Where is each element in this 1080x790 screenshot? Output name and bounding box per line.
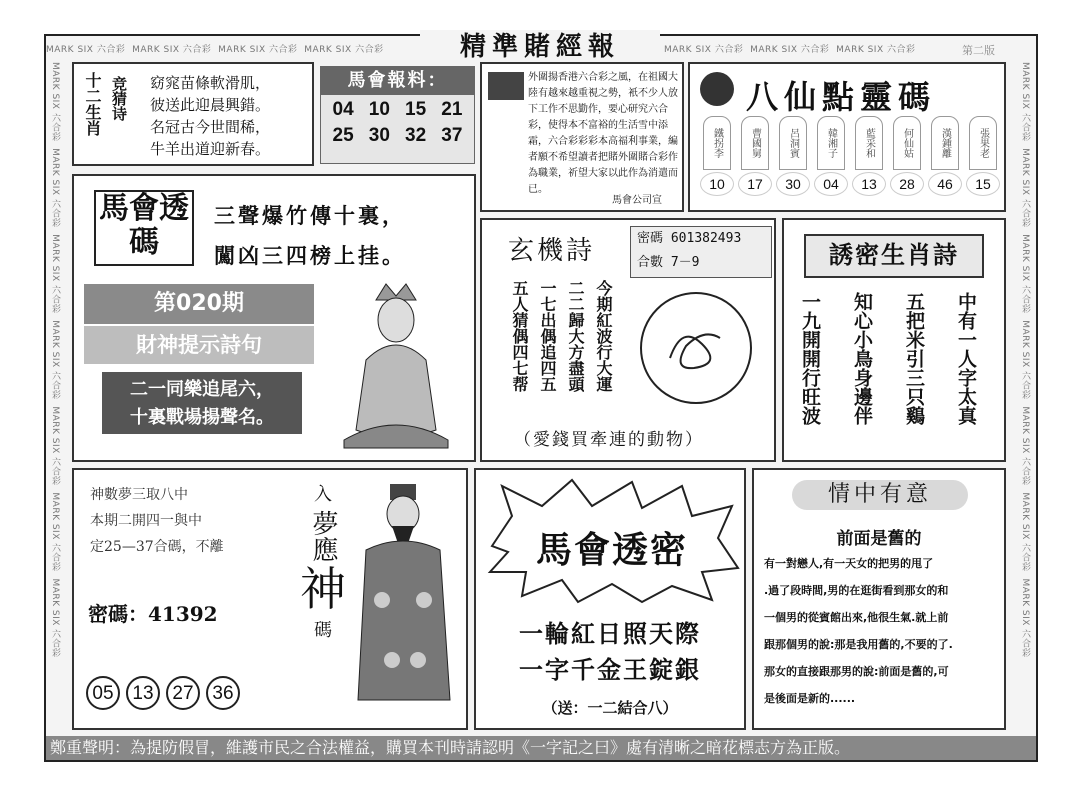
dream-god-lines bbox=[90, 482, 224, 560]
center-gift: （送：一二結合八） bbox=[542, 699, 678, 717]
watermark-strip-top-left: MARK SIX 六合彩 MARK SIX 六合彩 MARK SIX 六合彩 MARK SIX 六合彩 bbox=[46, 45, 384, 55]
story-line: .過了段時間,男的在逛街看到那女的和 bbox=[764, 584, 949, 597]
immortal-name: 藍采和 bbox=[855, 116, 883, 170]
dream-god-line: 定25—37合碼，不離 bbox=[90, 539, 224, 555]
immortal-item bbox=[776, 116, 810, 196]
zodiac-subtitle: 竞猜诗 bbox=[110, 76, 128, 121]
mystic-footer: （愛錢買牽連的動物） bbox=[514, 430, 704, 450]
story-line: 跟那個男的說:那是我用舊的,不要的了. bbox=[764, 638, 953, 651]
mystic-sum: 7－9 bbox=[670, 255, 700, 270]
zodiac-poem-box bbox=[782, 218, 1006, 462]
mystic-column: 五人猜偶四七帮 bbox=[510, 280, 529, 392]
zodiac-poem-column: 知心小鳥身邊伴 bbox=[851, 292, 873, 425]
eight-immortals-box bbox=[688, 62, 1006, 212]
immortal-logo-icon bbox=[700, 72, 734, 106]
mystic-code-panel bbox=[630, 226, 772, 278]
zodiac-poem-column: 中有一人字太真 bbox=[955, 292, 977, 425]
news-text: 外圍揚香港六合彩之風，在祖國大陸有越來越重視之勢，衹不少人放下工作不思勤作，要心研究六合彩，使得本不富裕的生活雪中添霜，六合彩彩彩本高福利事業，編者願不希望讀者把賭外圍賭合彩作為職業，祈望大家以此作為消遣而已。 bbox=[528, 72, 678, 195]
zodiac-line: 牛羊出道迎新春。 bbox=[150, 140, 271, 158]
mystic-code: 601382493 bbox=[670, 231, 742, 246]
report-number: 21 bbox=[441, 99, 463, 120]
buddha-figure-icon bbox=[336, 280, 456, 450]
immortal-number: 10 bbox=[700, 172, 734, 196]
dream-god-title-big: 神 bbox=[300, 562, 346, 616]
center-headline: 馬會透密 bbox=[535, 530, 688, 571]
immortal-item bbox=[738, 116, 772, 196]
zodiac-poem bbox=[150, 72, 270, 160]
mystic-scribble-circle bbox=[640, 292, 752, 404]
zodiac-guess-box bbox=[72, 62, 314, 166]
mystic-title: 玄機詩 bbox=[508, 236, 596, 266]
report-numbers-row-1 bbox=[321, 95, 474, 121]
report-number: 32 bbox=[405, 125, 427, 146]
mystic-column: 一七出偶追四五 bbox=[538, 280, 557, 392]
immortals-list bbox=[700, 116, 1000, 196]
dream-god-number: 13 bbox=[126, 676, 160, 710]
couplet-line: 一字千金王錠銀 bbox=[519, 656, 701, 684]
immortal-name: 鐵拐李 bbox=[703, 116, 731, 170]
dream-god-title-end: 碼 bbox=[314, 620, 332, 641]
issue-number: 第020期 bbox=[84, 284, 314, 324]
report-number: 15 bbox=[405, 99, 427, 120]
immortal-item bbox=[928, 116, 962, 196]
report-title: 馬會報料： bbox=[321, 67, 474, 95]
mystic-column: 今期紅波行大運 bbox=[594, 280, 613, 392]
immortal-name: 曹國舅 bbox=[741, 116, 769, 170]
zodiac-line: 窈窕苗條軟滑肌， bbox=[150, 74, 271, 92]
horse-code-box bbox=[72, 174, 476, 462]
immortal-name: 張果老 bbox=[969, 116, 997, 170]
immortal-number: 04 bbox=[814, 172, 848, 196]
news-box bbox=[480, 62, 684, 212]
edition-label: 第二版 bbox=[962, 44, 995, 57]
immortal-number: 17 bbox=[738, 172, 772, 196]
immortal-number: 13 bbox=[852, 172, 886, 196]
mystic-column: 二二歸大方盡頭 bbox=[566, 280, 585, 392]
dream-god-title-mid: 夢應 bbox=[308, 510, 338, 562]
dream-god-number: 27 bbox=[166, 676, 200, 710]
story-line: 那女的直接跟那男的說:前面是舊的,可 bbox=[764, 665, 949, 678]
news-photo bbox=[488, 72, 524, 100]
horse-code-line: 三聲爆竹傳十裏， bbox=[214, 203, 406, 228]
horse-code-poem bbox=[214, 196, 406, 276]
zodiac-poem-column: 一九開開行旺波 bbox=[799, 292, 821, 425]
mystic-poem bbox=[504, 280, 614, 392]
immortal-item bbox=[814, 116, 848, 196]
immortal-number: 28 bbox=[890, 172, 924, 196]
story-title: 情中有意 bbox=[792, 480, 968, 510]
zodiac-poem-column: 五把米引三只鷄 bbox=[903, 292, 925, 425]
watermark-strip-top-right: MARK SIX 六合彩 MARK SIX 六合彩 MARK SIX 六合彩 bbox=[664, 45, 916, 55]
zodiac-poem-columns bbox=[798, 292, 978, 425]
news-signoff: 馬會公司宣 bbox=[612, 195, 662, 206]
couplet-line: 一輪紅日照天際 bbox=[519, 620, 701, 648]
watermark-strip-right: MARK SIX 六合彩 MARK SIX 六合彩 MARK SIX 六合彩 MARK SIX 六合彩 MARK SIX 六合彩 MARK SIX 六合彩 MARK SIX 六合彩 bbox=[1020, 62, 1030, 658]
story-line: 是後面是新的...... bbox=[764, 692, 856, 705]
zodiac-line: 名冠古今世間稀， bbox=[150, 118, 271, 136]
report-numbers-row-2 bbox=[321, 121, 474, 147]
report-number: 30 bbox=[368, 125, 390, 146]
mystic-sum-label: 合數 bbox=[637, 255, 664, 270]
immortals-title: 八仙點靈碼 bbox=[746, 78, 937, 116]
footer-notice: 鄭重聲明：為提防假冒，維護市民之合法權益，購買本刊時請認明《一字記之曰》處有清晰之暗花標志方為正版。 bbox=[46, 736, 1036, 760]
immortal-item bbox=[890, 116, 924, 196]
dream-god-box bbox=[72, 468, 468, 730]
deity-figure-icon bbox=[352, 480, 456, 716]
dream-god-number: 36 bbox=[206, 676, 240, 710]
scribble-icon bbox=[642, 294, 746, 398]
caishen-line: 十裏戰場揚聲名。 bbox=[130, 407, 274, 428]
immortal-item bbox=[966, 116, 1000, 196]
zodiac-line: 彼送此迎晨興錯。 bbox=[150, 96, 271, 114]
immortal-name: 韓湘子 bbox=[817, 116, 845, 170]
immortal-item bbox=[700, 116, 734, 196]
story-line: 有一對戀人,有一天女的把男的甩了 bbox=[764, 557, 934, 570]
dream-god-number: 05 bbox=[86, 676, 120, 710]
dream-god-line: 神數夢三取八中 bbox=[90, 487, 188, 503]
story-box bbox=[752, 468, 1006, 730]
story-line: 一個男的從賓館出來,他很生氣.就上前 bbox=[764, 611, 949, 624]
report-number: 25 bbox=[332, 125, 354, 146]
immortal-name: 呂洞賓 bbox=[779, 116, 807, 170]
story-body bbox=[764, 550, 998, 712]
masthead-title: 精準賭經報 bbox=[420, 30, 660, 64]
horse-code-label: 馬會透碼 bbox=[94, 190, 194, 266]
immortal-name: 漢鍾離 bbox=[931, 116, 959, 170]
zodiac-poem-title: 誘密生肖詩 bbox=[804, 234, 984, 278]
caishen-poem bbox=[102, 372, 302, 434]
dream-god-numbers bbox=[86, 676, 240, 710]
horse-code-line: 闖凶三四榜上挂。 bbox=[214, 243, 406, 268]
report-number: 10 bbox=[368, 99, 390, 120]
immortal-number: 46 bbox=[928, 172, 962, 196]
report-box bbox=[320, 66, 475, 164]
dream-god-code: 密碼：41392 bbox=[88, 602, 218, 626]
caishen-line: 二一同樂追尾六， bbox=[130, 379, 274, 400]
dream-god-title-top: 入 bbox=[314, 484, 332, 505]
immortal-item bbox=[852, 116, 886, 196]
report-number: 37 bbox=[441, 125, 463, 146]
zodiac-title: 十二生肖 bbox=[83, 72, 102, 136]
report-number: 04 bbox=[332, 99, 354, 120]
immortal-number: 15 bbox=[966, 172, 1000, 196]
center-couplet bbox=[476, 616, 744, 688]
center-box bbox=[474, 468, 746, 730]
immortal-number: 30 bbox=[776, 172, 810, 196]
dream-god-title bbox=[298, 480, 348, 646]
watermark-strip-left: MARK SIX 六合彩 MARK SIX 六合彩 MARK SIX 六合彩 MARK SIX 六合彩 MARK SIX 六合彩 MARK SIX 六合彩 MARK SIX 六合彩 bbox=[50, 62, 60, 658]
mystic-code-label: 密碼 bbox=[637, 231, 664, 246]
mystic-poem-box bbox=[480, 218, 776, 462]
caishen-caption: 財神提示詩句 bbox=[84, 326, 314, 364]
dream-god-line: 本期二開四一與中 bbox=[90, 513, 202, 529]
story-headline: 前面是舊的 bbox=[836, 529, 922, 549]
immortal-name: 何仙姑 bbox=[893, 116, 921, 170]
